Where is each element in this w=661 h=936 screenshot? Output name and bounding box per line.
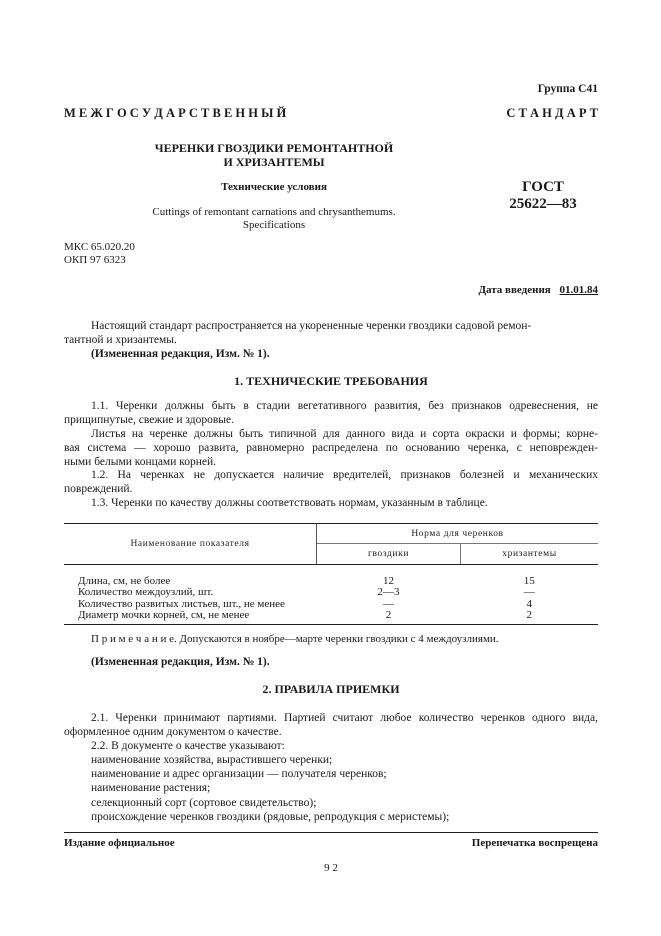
- footer-divider: [64, 832, 598, 833]
- table-row: [64, 610, 598, 624]
- para-2-2: 2.2. В документе о качестве указывают:: [91, 740, 285, 752]
- row-chrysanthemum: 2: [526, 609, 532, 622]
- intro-line-2: тантной и хризантемы.: [64, 334, 177, 346]
- intro-amendment: (Измененная редакция, Изм. № 1).: [91, 348, 270, 360]
- row-carnation: 2—3: [377, 586, 400, 599]
- introduction-date: [478, 284, 598, 296]
- intro-paragraph: [64, 320, 598, 334]
- para-1-1-line-2: прищипнутые, свежие и здоровые.: [64, 414, 234, 426]
- list-item: наименование и адрес организации — получателя черенков;: [91, 768, 387, 780]
- para-1-2-line-1: 1.2. На черенках не допускается наличие вредителей, признаков болезней и механических: [91, 469, 598, 481]
- para-1-1-line-1: 1.1. Черенки должны быть в стадии вегетативного развития, без признаков одревеснения, не: [91, 400, 598, 412]
- row-carnation: 12: [383, 574, 394, 587]
- classification-codes: [64, 241, 135, 267]
- document-title: [64, 141, 484, 169]
- reprint-prohibited: Перепечатка воспрещена: [471, 837, 598, 849]
- table-note: [64, 633, 598, 647]
- interstate-banner: М Е Ж Г О С У Д А Р С Т В Е Н Н Ы Й: [64, 106, 287, 120]
- carnation-column-header: гвоздики: [317, 544, 461, 565]
- row-name: Диаметр мочки корней, см, не менее: [78, 609, 250, 622]
- okp-code: ОКП 97 6323: [64, 254, 126, 266]
- note-text: Допускаются в ноябре—марте черенки гвоздики с 4 междоузлиями.: [179, 633, 499, 645]
- list-item: наименование хозяйства, вырастившего черенки;: [91, 754, 333, 766]
- introduction-date-label: Дата введения: [478, 284, 551, 296]
- row-carnation: —: [383, 597, 394, 610]
- row-name: Количество междоузлий, шт.: [78, 586, 214, 599]
- para-2-1-line-1: 2.1. Черенки принимают партиями. Партией считают любое количество черенков одного вида,: [91, 712, 598, 724]
- norms-table: [64, 523, 598, 625]
- row-chrysanthemum: 4: [526, 597, 532, 610]
- indicator-column-header: Наименование показателя: [64, 524, 317, 565]
- title-line-2: И ХРИЗАНТЕМЫ: [223, 155, 325, 169]
- row-name: Длина, см, не более: [78, 574, 171, 587]
- list-item: наименование растения;: [91, 782, 211, 794]
- note-label: П р и м е ч а н и е.: [91, 633, 177, 645]
- title-line-1: ЧЕРЕНКИ ГВОЗДИКИ РЕМОНТАНТНОЙ: [154, 141, 394, 155]
- para-1-2-line-2: повреждений.: [64, 483, 133, 495]
- english-title: [64, 206, 484, 232]
- document-subtitle: Технические условия: [221, 181, 327, 193]
- para-1-3: 1.3. Черенки по качеству должны соответствовать нормам, указанным в таблице.: [91, 497, 488, 509]
- gost-designation: [488, 179, 598, 213]
- group-code: Группа С41: [537, 83, 598, 95]
- para-leaves-line-1: Листья на черенке должны быть типичной для данного вида и сорта окраски и формы; корне-: [91, 428, 598, 440]
- row-chrysanthemum: 15: [523, 574, 535, 587]
- chrysanthemum-column-header: хризантемы: [461, 544, 599, 565]
- para-2-1-line-2: оформленное одним документом о качестве.: [64, 726, 282, 738]
- page-number: 9 2: [324, 862, 338, 874]
- list-item: происхождение черенков гвоздики (рядовые, репродукция с меристемы);: [91, 811, 450, 823]
- english-title-line-2: Specifications: [242, 219, 306, 231]
- row-carnation: 2: [385, 609, 392, 622]
- para-leaves-line-3: ными белыми концами корней.: [64, 456, 217, 468]
- english-title-line-1: Cuttings of remontant carnations and chrysanthemums.: [152, 206, 396, 218]
- gost-number: 25622—83: [509, 196, 577, 212]
- introduction-date-value: 01.01.84: [559, 284, 598, 296]
- table-row: [64, 587, 598, 599]
- row-name: Количество развитых листьев, шт., не менее: [78, 597, 285, 610]
- official-edition: Издание официальное: [64, 837, 175, 849]
- norm-column-header: Норма для черенков: [317, 524, 599, 544]
- gost-label: ГОСТ: [522, 179, 564, 195]
- list-item: селекционный сорт (сортовое свидетельство);: [91, 797, 317, 809]
- mks-code: МКС 65.020.20: [64, 241, 135, 253]
- section-2-heading: 2. ПРАВИЛА ПРИЕМКИ: [262, 682, 400, 696]
- row-chrysanthemum: —: [523, 586, 535, 599]
- note-amendment: (Измененная редакция, Изм. № 1).: [91, 656, 270, 668]
- standard-banner: С Т А Н Д А Р Т: [506, 106, 598, 120]
- section-1-heading: 1. ТЕХНИЧЕСКИЕ ТРЕБОВАНИЯ: [234, 374, 428, 388]
- intro-line-1: Настоящий стандарт распространяется на укорененные черенки гвоздики садовой ремон-: [91, 320, 532, 332]
- para-leaves-line-2: вая система — хорошо развита, равномерно распределена по основанию черенка, с неповрежден-: [64, 442, 598, 454]
